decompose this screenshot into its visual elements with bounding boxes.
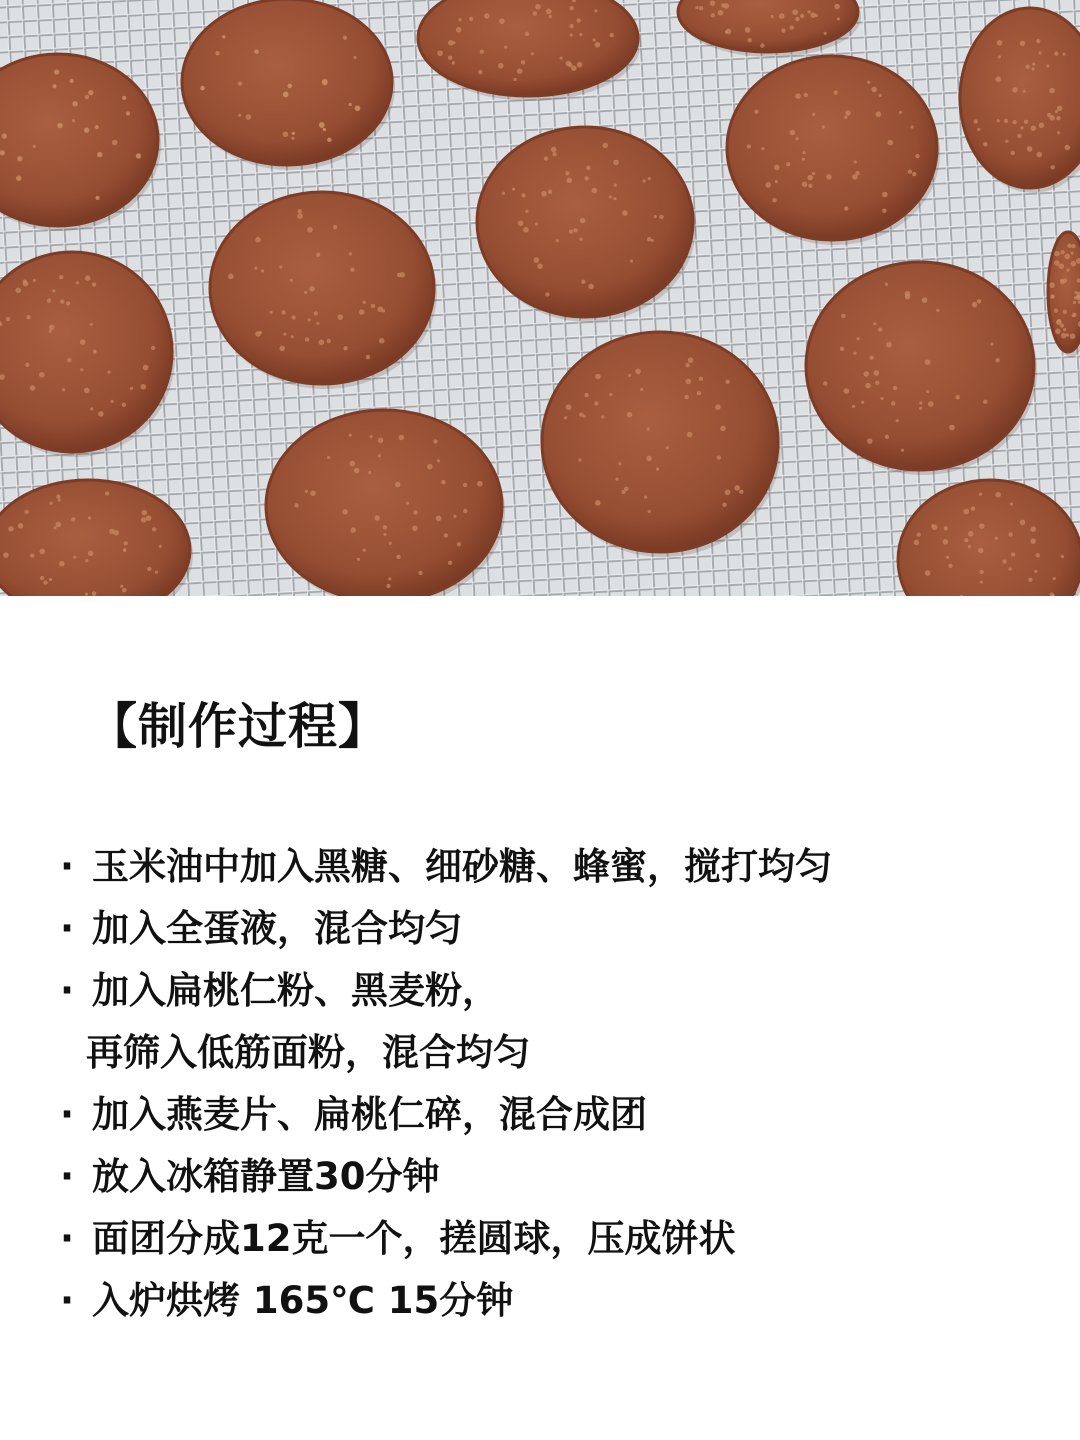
step-item	[60, 960, 832, 1084]
step-item	[60, 1208, 832, 1270]
step-text	[92, 836, 832, 898]
step-item	[60, 1084, 832, 1146]
step-item	[60, 1146, 832, 1208]
cookies-on-rack-image	[0, 0, 1080, 596]
step-text	[92, 1208, 736, 1270]
section-title: 【制作过程】	[88, 698, 389, 755]
cookies-photo	[0, 0, 1080, 596]
steps-list	[60, 836, 832, 1332]
step-line: 加入全蛋液，混合均匀	[92, 907, 462, 950]
step-line: 玉米油中加入黑糖、细砂糖、蜂蜜，搅打均匀	[92, 845, 832, 888]
step-line: 入炉烘烤 165℃ 15分钟	[92, 1279, 514, 1322]
step-line: 放入冰箱静置30分钟	[92, 1155, 440, 1198]
step-text	[86, 960, 530, 1084]
step-text	[92, 1084, 647, 1146]
bullet-dot: ·	[60, 907, 75, 950]
step-item	[60, 836, 832, 898]
step-text	[92, 898, 462, 960]
step-line: 加入扁桃仁粉、黑麦粉，	[92, 969, 499, 1012]
step-line: 面团分成12克一个，搓圆球，压成饼状	[92, 1217, 736, 1260]
cookie	[266, 410, 505, 596]
bullet-dot: ·	[60, 1093, 75, 1136]
bullet-dot: ·	[60, 1279, 75, 1322]
bullet-dot: ·	[60, 969, 75, 1012]
step-item	[60, 1270, 832, 1332]
recipe-section	[0, 596, 1080, 1440]
bullet-dot: ·	[60, 845, 75, 888]
step-line: 加入燕麦片、扁桃仁碎，混合成团	[92, 1093, 647, 1136]
bullet-dot: ·	[60, 1155, 75, 1198]
step-text	[92, 1146, 440, 1208]
step-line: 再筛入低筋面粉，混合均匀	[86, 1031, 530, 1074]
step-text	[92, 1270, 513, 1332]
bullet-dot: ·	[60, 1217, 75, 1260]
step-item	[60, 898, 832, 960]
